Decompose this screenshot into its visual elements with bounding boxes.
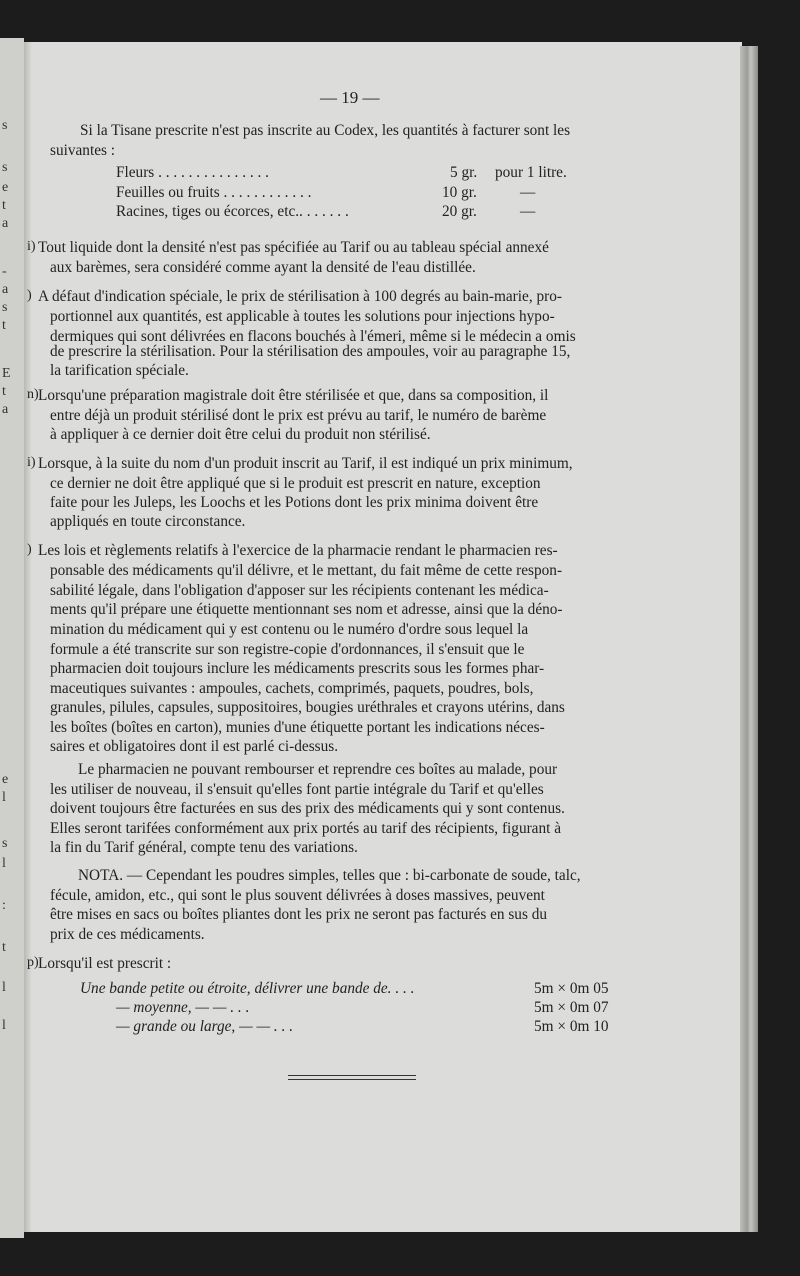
closing-rule [288,1075,416,1076]
margin-fragment: a [2,282,9,297]
margin-fragment: s [2,118,8,133]
bande-size: 5m × 0m 07 [534,999,609,1016]
paragraph-line: mination du médicament qui y est contenu ou le numéro d'ordre sous lequel la [50,621,529,638]
margin-fragment: l [2,1018,6,1033]
bande-size: 5m × 0m 10 [534,1018,609,1035]
paragraph-line: être mises en sacs ou boîtes pliantes dont les prix ne seront pas facturés en sus du [50,906,548,923]
margin-fragment: l [2,856,6,871]
paragraph-line: pharmacien doit toujours inclure les médicaments prescrits sous les formes phar- [50,660,545,677]
paragraph-line: formule a été transcrite sur son registre-copie d'ordonnances, il s'ensuit que le [50,641,525,658]
margin-fragment: : [2,898,6,913]
paragraph-marker: ) [27,288,32,303]
margin-fragment: s [2,300,8,315]
paragraph-marker: n) [27,387,39,402]
paragraph-line: ments qu'il prépare une étiquette mentionnant ses nom et adresse, ainsi que la déno- [50,601,563,618]
margin-fragment: l [2,790,6,805]
margin-fragment: t [2,318,6,333]
paragraph-marker: i) [27,239,36,254]
paragraph-line: Lorsqu'il est prescrit : [38,955,172,972]
paragraph-line: ponsable des médicaments qu'il délivre, et le mettant, du fait même de cette respon- [50,562,563,579]
paragraph-marker: p) [27,955,39,970]
tisane-qty: 5 gr. [450,164,478,181]
paragraph-line: Lorsque, à la suite du nom d'un produit inscrit au Tarif, il est indiqué un prix minimum, [38,455,573,472]
paragraph-marker: i) [27,455,36,470]
paragraph-line: granules, pilules, capsules, suppositoires, bougies uréthrales et crayons utérins, dans [50,699,565,716]
tisane-label: Racines, tiges ou écorces, etc.. . . . . . . [116,203,349,220]
paragraph-line: de prescrire la stérilisation. Pour la stérilisation des ampoules, voir au paragraphe 15, [50,343,571,360]
tisane-unit: — [520,184,536,201]
paragraph-line: saires et obligatoires dont il est parlé ci-dessus. [50,738,339,755]
tisane-unit: pour 1 litre. [495,164,567,181]
tisane-label: Fleurs . . . . . . . . . . . . . . . [116,164,269,181]
paragraph-line: les boîtes (boîtes en carton), munies d'une étiquette portant les indications néces- [50,719,545,736]
margin-fragment: a [2,216,9,231]
paragraph-line: à appliquer à ce dernier doit être celui du produit non stérilisé. [50,426,431,443]
paragraph-line: Elles seront tarifées conformément aux prix portés au tarif des récipients, figurant à [50,820,561,837]
margin-fragment: t [2,384,6,399]
tisane-qty: 20 gr. [442,203,477,220]
margin-fragment: e [2,772,9,787]
margin-fragment: t [2,940,6,955]
paragraph-line: portionnel aux quantités, est applicable à toutes les solutions pour injections hypo- [50,308,555,325]
paragraph-line: aux barèmes, sera considéré comme ayant la densité de l'eau distillée. [50,259,476,276]
paragraph-line: les utiliser de nouveau, il s'ensuit qu'elles font partie intégrale du Tarif et qu'elles [50,781,544,798]
paragraph-line: dermiques qui sont délivrées en flacons bouchés à l'émeri, même si le médecin a omis [50,328,576,345]
bande-label: — moyenne, — — . . . [116,999,250,1016]
margin-fragment: e [2,180,9,195]
margin-fragment: l [2,980,6,995]
bande-size: 5m × 0m 05 [534,980,609,997]
closing-rule [288,1079,416,1080]
bande-label: — grande ou large, — — . . . [116,1018,294,1035]
paragraph-line: maceutiques suivantes : ampoules, cachets, comprimés, paquets, poudres, bols, [50,680,534,697]
paragraph-line: Tout liquide dont la densité n'est pas spécifiée au Tarif ou au tableau spécial annexé [38,239,549,256]
margin-fragment: a [2,402,9,417]
tisane-unit: — [520,203,536,220]
paragraph-line: ce dernier ne doit être appliqué que si le produit est prescrit en nature, exception [50,475,541,492]
paragraph-line: fécule, amidon, etc., qui sont le plus souvent délivrées à doses massives, peuvent [50,887,545,904]
paragraph-line: Lorsqu'une préparation magistrale doit être stérilisée et que, dans sa composition, il [38,387,549,404]
page-binding-shadow [24,42,32,1232]
margin-fragment: E [2,366,11,381]
paragraph-line: prix de ces médicaments. [50,926,205,943]
paragraph-line: A défaut d'indication spéciale, le prix de stérilisation à 100 degrés au bain-marie, pro- [38,288,562,305]
paragraph-line: faite pour les Juleps, les Loochs et les Potions dont les prix minima doivent être [50,494,539,511]
paragraph-line: entre déjà un produit stérilisé dont le prix est prévu au tarif, le numéro de barème [50,407,547,424]
margin-fragment: t [2,198,6,213]
paragraph-marker: ) [27,542,32,557]
intro-line: suivantes : [50,142,116,159]
paragraph-line: Les lois et règlements relatifs à l'exercice de la pharmacie rendant le pharmacien res- [38,542,558,559]
paragraph-line: la tarification spéciale. [50,362,189,379]
paragraph-line: appliqués en toute circonstance. [50,513,246,530]
margin-fragment: - [2,264,7,279]
paragraph-line: sabilité légale, dans l'obligation d'apposer sur les récipients contenant les médica- [50,582,549,599]
margin-fragment: s [2,836,8,851]
paragraph-line: NOTA. — Cependant les poudres simples, telles que : bi-carbonate de soude, talc, [78,867,581,884]
page-edge-stack [740,46,758,1232]
tisane-label: Feuilles ou fruits . . . . . . . . . . . . [116,184,312,201]
tisane-qty: 10 gr. [442,184,477,201]
paragraph-line: Le pharmacien ne pouvant rembourser et reprendre ces boîtes au malade, pour [78,761,558,778]
paragraph-line: la fin du Tarif général, compte tenu des variations. [50,839,358,856]
page-number: — 19 — [320,88,380,107]
margin-fragment: s [2,160,8,175]
bande-label: Une bande petite ou étroite, délivrer une bande de. . . . [80,980,415,997]
paragraph-line: doivent toujours être facturées en sus des prix des médicaments qui y sont contenus. [50,800,565,817]
intro-line: Si la Tisane prescrite n'est pas inscrite au Codex, les quantités à facturer sont les [80,122,571,139]
